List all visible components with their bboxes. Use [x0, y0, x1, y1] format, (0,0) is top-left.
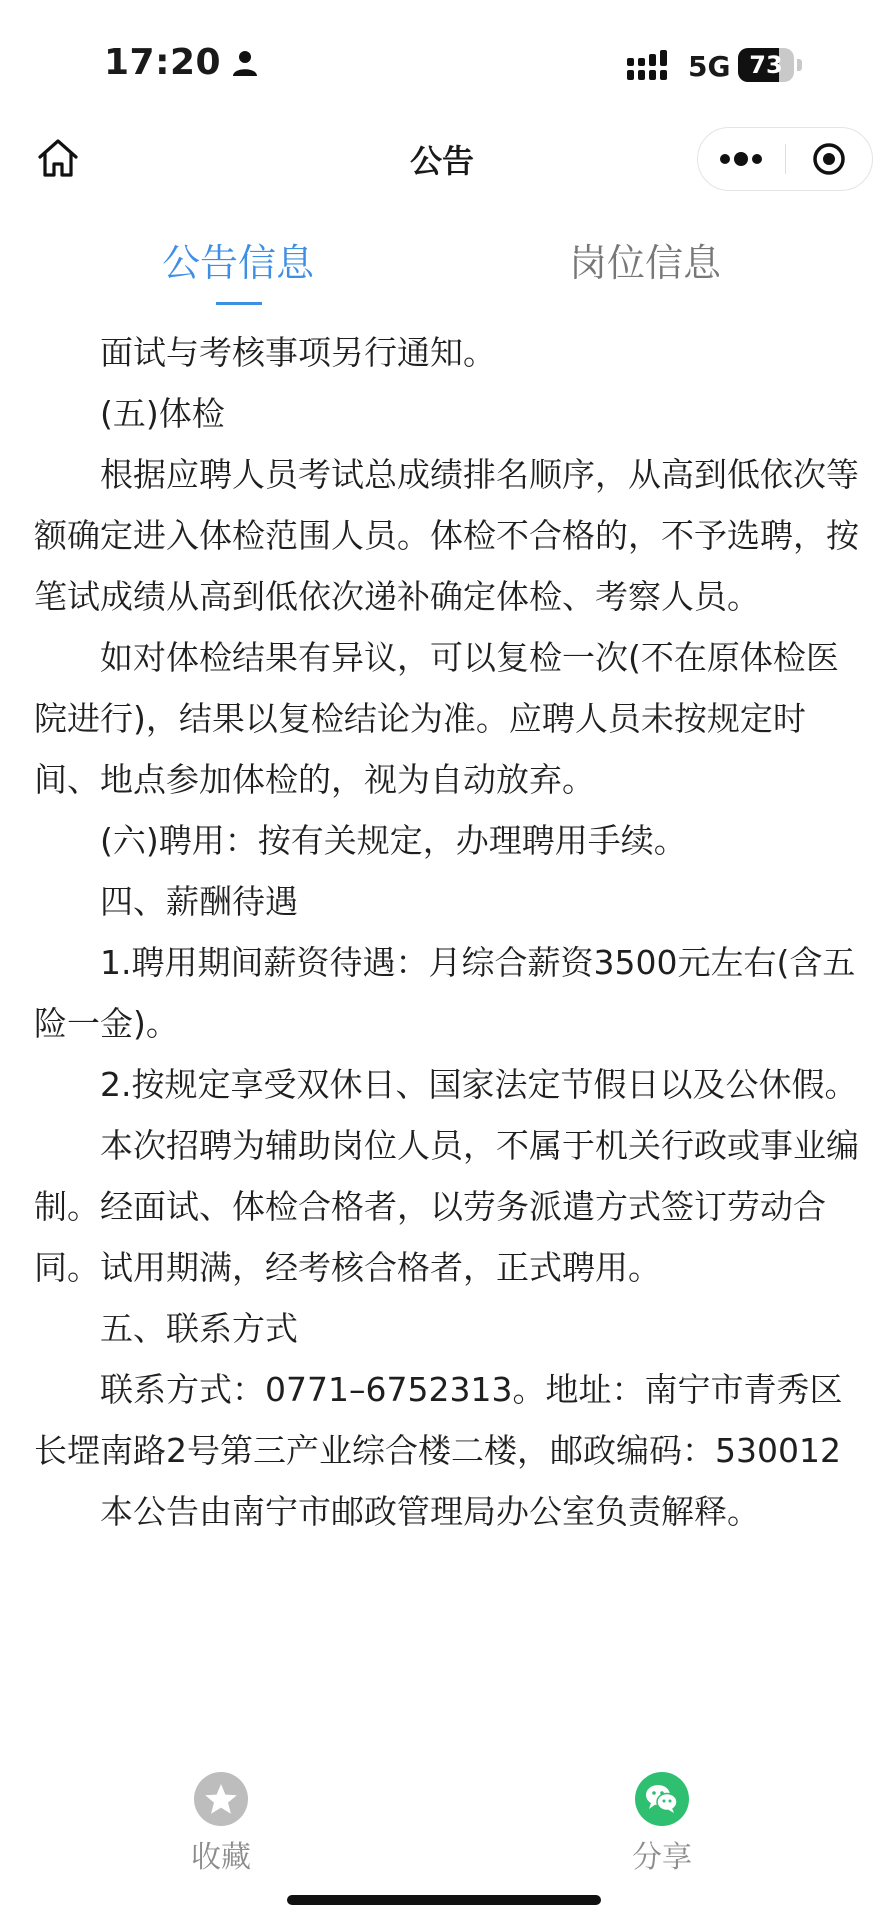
tab-position-info[interactable]: 岗位信息	[568, 241, 721, 285]
collect-label: 收藏	[191, 1840, 251, 1875]
mini-program-capsule	[697, 127, 873, 191]
paragraph: 面试与考核事项另行通知。	[100, 333, 496, 372]
status-time	[104, 42, 259, 83]
bottom-action-bar	[0, 1760, 884, 1920]
status-time-text: 17:20	[104, 42, 222, 83]
paragraph: (六)聘用：按有关规定，办理聘用手续。	[100, 821, 687, 860]
more-button[interactable]	[698, 128, 785, 190]
more-icon	[698, 128, 785, 190]
paragraph: 2.按规定享受双休日、国家法定节假日以及公休假。	[100, 1065, 858, 1104]
battery-level: 73	[749, 51, 783, 79]
section-heading: 五、联系方式	[100, 1309, 298, 1348]
person-icon	[231, 49, 259, 77]
paragraph: 本次招聘为辅助岗位人员，不属于机关行政或事业编制。经面试、体检合格者，以劳务派遣方式签订劳动合同。试用期满，经考核合格者，正式聘用。	[34, 1126, 859, 1287]
battery-icon	[738, 48, 802, 82]
home-indicator[interactable]	[287, 1895, 601, 1905]
paragraph: 根据应聘人员考试总成绩排名顺序，从高到低依次等额确定进入体检范围人员。体检不合格的，不予选聘，按笔试成绩从高到低依次递补确定体检、考察人员。	[34, 455, 859, 616]
star-icon	[194, 1772, 248, 1826]
collect-button[interactable]	[141, 1772, 301, 1876]
close-target-icon	[786, 128, 873, 190]
share-button[interactable]	[582, 1772, 742, 1876]
paragraph: 1.聘用期间薪资待遇：月综合薪资3500元左右(含五险一金)。	[34, 943, 856, 1043]
share-label: 分享	[632, 1840, 692, 1875]
announcement-content	[34, 322, 860, 1542]
section-heading: 四、薪酬待遇	[100, 882, 298, 921]
page-title: 公告	[409, 142, 474, 180]
cellular-signal-icon	[627, 50, 677, 80]
battery-nub	[797, 59, 802, 71]
active-tab-indicator	[216, 302, 262, 305]
tab-announcement-info[interactable]: 公告信息	[161, 241, 314, 285]
nav-bar	[0, 120, 884, 200]
paragraph: 联系方式：0771–6752313。地址：南宁市青秀区长堽南路2号第三产业综合楼二楼，邮政编码：530012	[34, 1370, 843, 1470]
tab-bar	[0, 220, 884, 310]
paragraph: 如对体检结果有异议，可以复检一次(不在原体检医院进行)，结果以复检结论为准。应聘人员未按规定时间、地点参加体检的，视为自动放弃。	[34, 638, 839, 799]
paragraph: 本公告由南宁市邮政管理局办公室负责解释。	[100, 1492, 760, 1531]
section-heading: (五)体检	[100, 394, 225, 433]
close-button[interactable]	[786, 128, 873, 190]
network-type: 5G	[688, 50, 731, 83]
wechat-icon	[635, 1772, 689, 1826]
status-bar	[0, 0, 884, 120]
battery-body	[738, 48, 794, 82]
